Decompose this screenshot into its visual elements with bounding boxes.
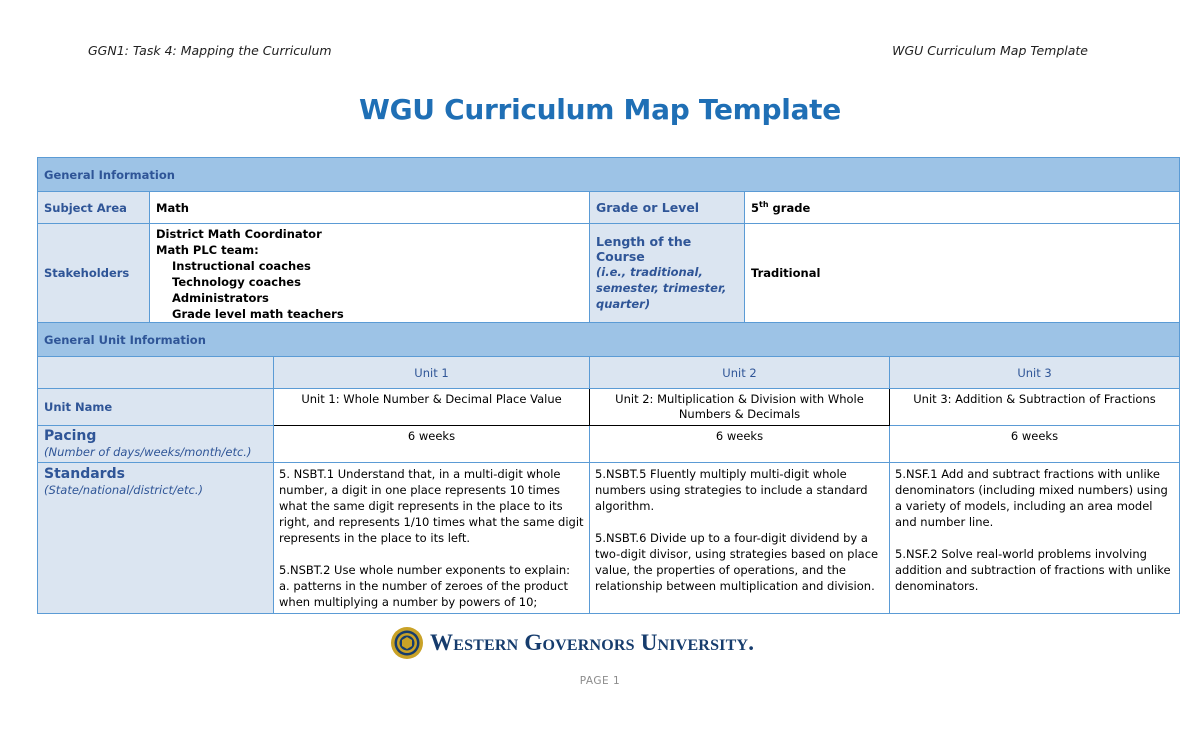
- pacing-value-3: 6 weeks: [890, 426, 1180, 463]
- pacing-hint: (Number of days/weeks/month/etc.): [44, 445, 252, 459]
- general-unit-information-title: General Unit Information: [38, 323, 1180, 357]
- unit-header-3: Unit 3: [890, 357, 1180, 389]
- course-length-label-cell: [590, 224, 745, 323]
- standards-label: Standards: [44, 466, 125, 482]
- subject-area-label: Subject Area: [38, 192, 150, 224]
- pacing-label-cell: [38, 426, 274, 463]
- standards-row: [38, 463, 1180, 614]
- wgu-logo: [390, 625, 754, 661]
- standard-text: 5.NSF.2 Solve real-world problems involving addition and subtraction of fractions with unlike denominators.: [895, 547, 1171, 593]
- unit-header-blank: [38, 357, 274, 389]
- stakeholders-list: [150, 224, 590, 323]
- pacing-value-2: 6 weeks: [590, 426, 890, 463]
- wgu-seal-icon: [390, 626, 424, 660]
- unit-name-3: Unit 3: Addition & Subtraction of Fractions: [890, 389, 1180, 426]
- standard-text: 5.NSBT.5 Fluently multiply multi-digit whole numbers using strategies to include a standard algorithm.: [595, 467, 868, 513]
- page-number: PAGE 1: [579, 675, 621, 687]
- wgu-logo-text: Western Governors University.: [430, 630, 755, 655]
- pacing-value-1: 6 weeks: [274, 426, 590, 463]
- unit-name-2: Unit 2: Multiplication & Division with Whole Numbers & Decimals: [590, 389, 890, 426]
- standards-label-cell: [38, 463, 274, 614]
- unit-name-1: Unit 1: Whole Number & Decimal Place Value: [274, 389, 590, 426]
- stakeholder-item: District Math Coordinator: [156, 227, 322, 241]
- unit-name-row: [38, 389, 1180, 426]
- unit-header-row: [38, 357, 1180, 389]
- general-information-title: General Information: [38, 158, 1180, 192]
- stakeholders-label: Stakeholders: [38, 224, 150, 323]
- course-length-hint: (i.e., traditional, semester, trimester, quarter): [596, 265, 727, 311]
- unit-header-1: Unit 1: [274, 357, 590, 389]
- unit-header-2: Unit 2: [590, 357, 890, 389]
- general-unit-information-header-row: [38, 323, 1180, 357]
- stakeholders-row: [38, 224, 1180, 323]
- standards-unit-1: [274, 463, 590, 614]
- stakeholder-sub-item: Grade level math teachers: [172, 307, 344, 321]
- standard-text: 5.NSF.1 Add and subtract fractions with unlike denominators (including mixed numbers) using a variety of models, including an area model and number line.: [895, 467, 1168, 529]
- stakeholder-sub-item: Technology coaches: [172, 275, 301, 289]
- standards-unit-2: [590, 463, 890, 614]
- course-length-label: Length of the Course: [596, 234, 692, 264]
- standard-text: a. patterns in the number of zeroes of the product when multiplying a number by powers of 10;: [279, 579, 569, 609]
- curriculum-map-table: [37, 157, 1180, 614]
- grade-level-value: 5th grade: [745, 192, 1180, 224]
- standard-text: 5.NSBT.2 Use whole number exponents to explain:: [279, 563, 570, 577]
- document-title: WGU Curriculum Map Template: [359, 93, 841, 126]
- general-information-header-row: [38, 158, 1180, 192]
- subject-area-value: Math: [150, 192, 590, 224]
- stakeholder-sub-item: Administrators: [172, 291, 269, 305]
- course-length-value: Traditional: [745, 224, 1180, 323]
- grade-level-label: Grade or Level: [590, 192, 745, 224]
- standards-hint: (State/national/district/etc.): [44, 483, 203, 497]
- standards-unit-3: [890, 463, 1180, 614]
- stakeholder-sub-item: Instructional coaches: [172, 259, 311, 273]
- pacing-label: Pacing: [44, 428, 97, 444]
- pacing-row: [38, 426, 1180, 463]
- standard-text: 5.NSBT.6 Divide up to a four-digit dividend by a two-digit divisor, using strategies based on place value, the properties of operations, and the relationship between multiplication and division.: [595, 531, 879, 593]
- subject-area-row: [38, 192, 1180, 224]
- stakeholder-item: Math PLC team:: [156, 243, 259, 257]
- standard-text: 5. NSBT.1 Understand that, in a multi-digit whole number, a digit in one place represents 10 times what the same digit represents in the place to its right, and represents 1/10 times what the same digit represents in the place to its left.: [279, 467, 584, 545]
- running-header-right: WGU Curriculum Map Template: [892, 43, 1088, 58]
- unit-name-label: Unit Name: [38, 389, 274, 426]
- running-header-left: GGN1: Task 4: Mapping the Curriculum: [88, 43, 332, 58]
